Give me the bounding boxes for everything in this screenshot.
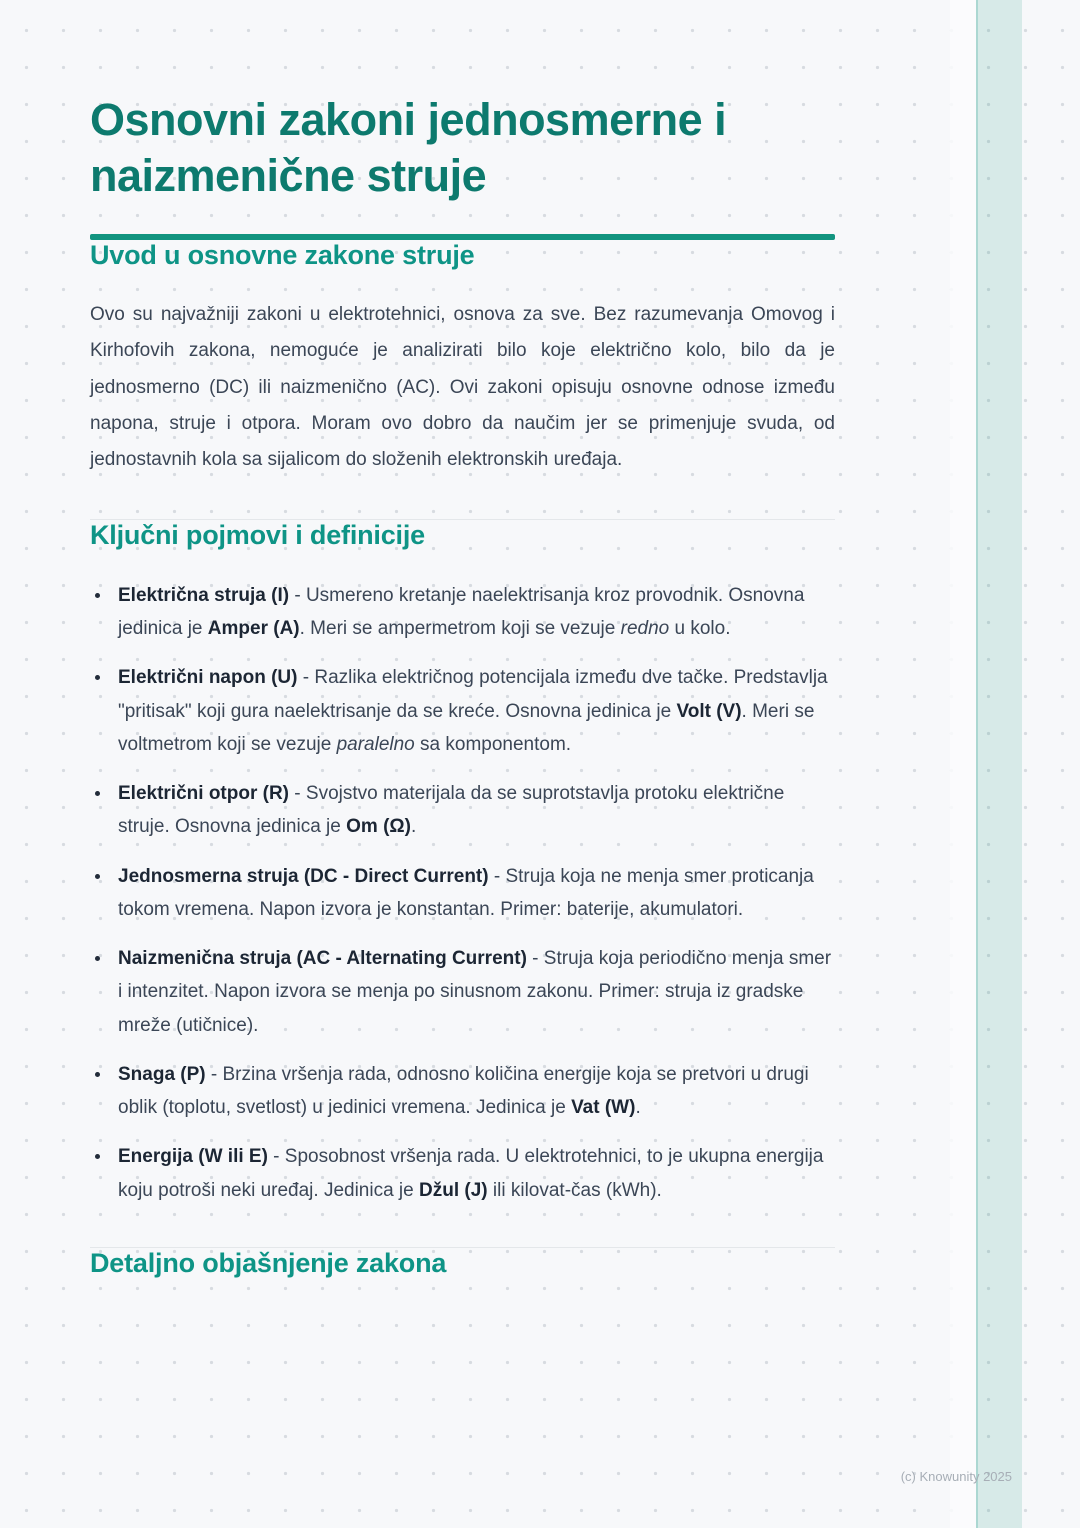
term-bold: Električni napon (U) <box>118 667 298 689</box>
text-segment: - Sposobnost vršenja rada. U elektrotehnici, to je ukupna energija koju potroši neki uređaj. Jedinica je <box>118 1146 824 1201</box>
list-item <box>112 1140 835 1207</box>
key-terms-list <box>90 579 835 1207</box>
section-heading-detail: Detaljno objašnjenje zakona <box>90 1247 447 1278</box>
section-heading-intro: Uvod u osnovne zakone struje <box>90 239 475 270</box>
text-segment: - Struja koja periodično menja smer i intenzitet. Napon izvora se menja po sinusnom zakonu. Primer: struja iz gradske mreže (utičnice). <box>118 948 832 1036</box>
term-bold: Snaga (P) <box>118 1063 206 1085</box>
term-bold: Električni otpor (R) <box>118 783 290 805</box>
term-bold: Vat (W) <box>571 1097 636 1119</box>
list-item <box>112 661 835 761</box>
term-italic: paralelno <box>336 733 415 755</box>
list-item <box>112 860 835 927</box>
list-item <box>112 579 835 646</box>
text-segment: - Razlika električnog potencijala između dve tačke. Predstavlja "pritisak" koji gura naelektrisanje da se kreće. Osnovna jedinica je <box>118 667 828 722</box>
term-bold: Džul (J) <box>419 1179 488 1201</box>
text-segment: - Brzina vršenja rada, odnosno količina energije koja se pretvori u drugi oblik (toplotu, svetlost) u jedinici vremena. Jedinica je <box>118 1063 809 1119</box>
term-bold: Naizmenična struja (AC - Alternating Current) <box>118 948 527 970</box>
text-segment: - Svojstvo materijala da se suprotstavlja protoku električne struje. Osnovna jedinica je <box>118 783 785 838</box>
list-item <box>112 777 835 844</box>
text-segment: . <box>410 816 417 838</box>
page-title: Osnovni zakoni jednosmerne i naizmenične struje <box>90 94 727 201</box>
copyright-footer: (c) Knowunity 2025 <box>900 1469 1012 1484</box>
term-bold: Energija (W ili E) <box>118 1146 268 1168</box>
text-segment: . Meri se ampermetrom koji se vezuje <box>299 618 621 640</box>
text-segment: - Struja koja ne menja smer proticanja tokom vremena. Napon izvora je konstantan. Primer: baterije, akumulatori. <box>118 865 814 920</box>
text-segment: u kolo. <box>669 618 731 640</box>
term-bold: Om (Ω) <box>346 816 411 838</box>
text-segment: ili kilovat-čas (kWh). <box>487 1179 662 1201</box>
list-item <box>112 942 835 1042</box>
text-segment: sa komponentom. <box>414 733 572 755</box>
term-bold: Amper (A) <box>207 618 300 640</box>
list-item <box>112 1058 835 1125</box>
intro-paragraph: Ovo su najvažniji zakoni u elektrotehnici, osnova za sve. Bez razumevanja Omovog i Kirhofovih zakona, nemoguće je analizirati bilo koje električno kolo, bilo da je jednosmerno (DC) ili naizmenično (AC). Ovi zakoni opisuju osnovne odnose između napona, struje i otpora. Moram ovo dobro da naučim jer se primenjuje svuda, od jednostavnih kola sa sijalicom do složenih elektronskih uređaja. <box>90 303 835 471</box>
term-bold: Jednosmerna struja (DC - Direct Current) <box>118 865 489 887</box>
text-segment: . Meri se voltmetrom koji se vezuje <box>118 700 815 755</box>
term-bold: Volt (V) <box>676 700 742 722</box>
text-segment: - Usmereno kretanje naelektrisanja kroz provodnik. Osnovna jedinica je <box>118 584 805 640</box>
term-italic: redno <box>620 618 670 640</box>
term-bold: Električna struja (I) <box>118 584 290 606</box>
text-segment: . <box>635 1097 641 1119</box>
section-heading-key-terms: Ključni pojmovi i definicije <box>90 519 425 550</box>
